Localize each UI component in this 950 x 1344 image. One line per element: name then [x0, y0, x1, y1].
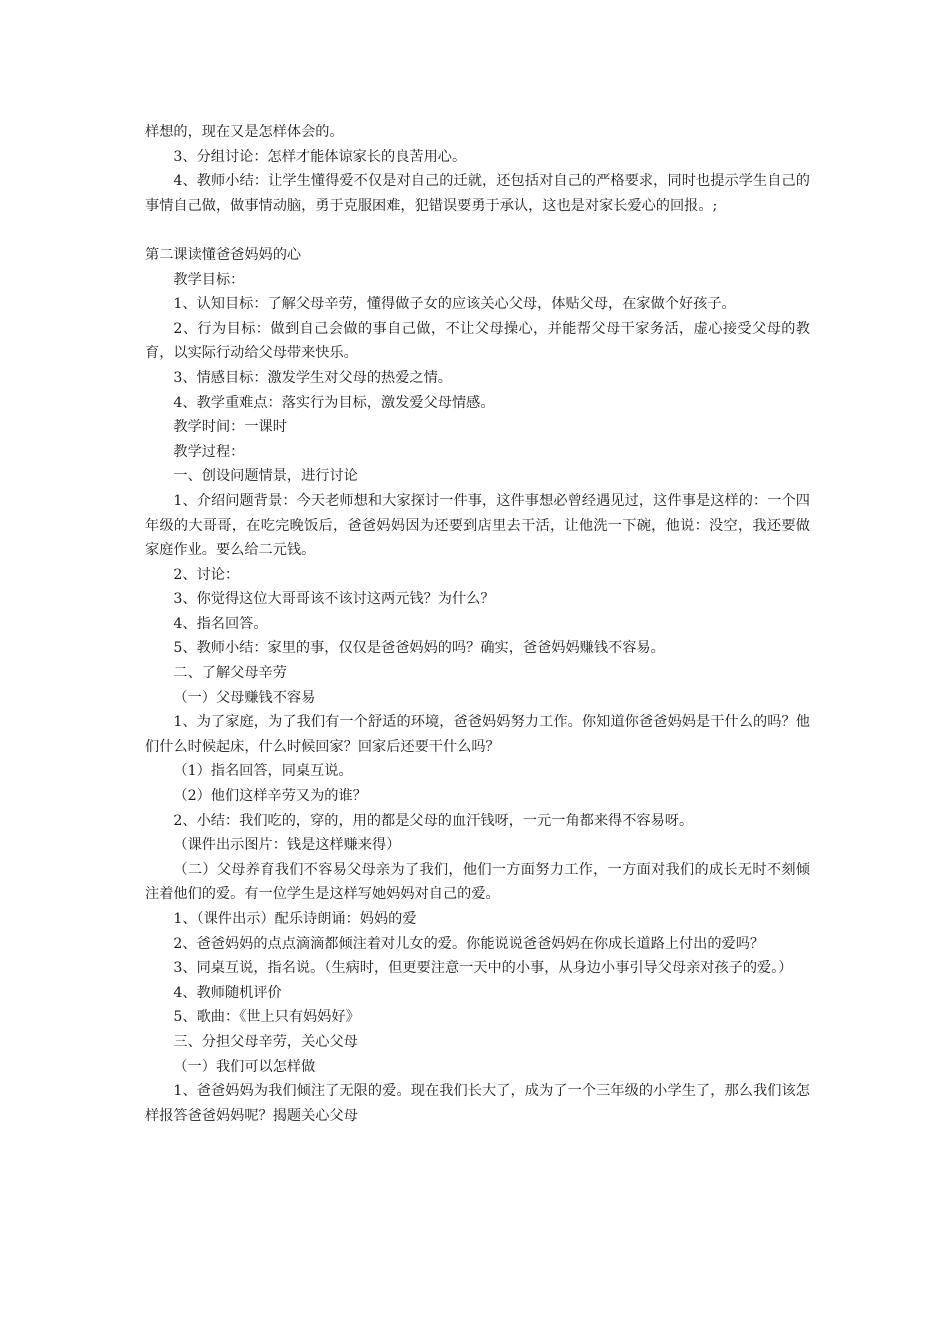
- paragraph: 1、介绍问题背景：今天老师想和大家探讨一件事，这件事想必曾经遇见过，这件事是这样的：一个四年级的大哥哥，在吃完晚饭后，爸爸妈妈因为还要到店里去干活，让他洗一下碗，他说：没空，我还要做家庭作业。要么给二元钱。: [145, 492, 810, 559]
- section-heading: 二、了解父母辛劳: [173, 665, 287, 682]
- paragraph: 3、分组讨论：怎样才能体谅家长的良苦用心。: [173, 148, 467, 165]
- paragraph: 2、行为目标：做到自己会做的事自己做，不让父母操心，并能帮父母干家务活，虚心接受父母的教育，以实际行动给父母带来快乐。: [145, 320, 810, 362]
- paragraph: 2、小结：我们吃的，穿的，用的都是父母的血汗钱呀，一元一角都来得不容易呀。: [173, 812, 694, 829]
- paragraph: 3、你觉得这位大哥哥该不该讨这两元钱？为什么？: [173, 591, 495, 608]
- section-heading: 教学目标：: [173, 271, 245, 288]
- paragraph: （二）父母养育我们不容易父母亲为了我们，他们一方面努力工作，一方面对我们的成长无时不刻倾注着他们的爱。有一位学生是这样写她妈妈对自己的爱。: [145, 861, 810, 903]
- section-heading: 一、创设问题情景，进行讨论: [173, 468, 358, 485]
- document-page: [145, 120, 810, 1128]
- paragraph: 样想的，现在又是怎样体会的。: [145, 124, 344, 140]
- paragraph: （课件出示图片：钱是这样赚来得）: [173, 837, 401, 854]
- subsection-heading: （一）父母赚钱不容易: [173, 689, 316, 706]
- paragraph: 3、情感目标：激发学生对父母的热爱之情。: [173, 369, 452, 386]
- paragraph: 教学时间：一课时: [173, 419, 287, 436]
- paragraph: 4、教师小结：让学生懂得爱不仅是对自己的迁就，还包括对自己的严格要求，同时也提示学生自己的事情自己做，做事情动脑，勇于克服困难，犯错误要勇于承认，这也是对家长爱心的回报。;: [145, 173, 810, 214]
- paragraph: 4、指名回答。: [173, 615, 268, 632]
- blank-line: [145, 218, 810, 243]
- paragraph: 2、爸爸妈妈的点点滴滴都倾注着对儿女的爱。你能说说爸爸妈妈在你成长道路上付出的爱吗？: [173, 935, 765, 952]
- section-heading: 教学过程：: [173, 443, 245, 460]
- section-heading: 三、分担父母辛劳，关心父母: [173, 1033, 358, 1050]
- lesson-title: 第二课读懂爸爸妈妈的心: [145, 246, 302, 263]
- paragraph: 4、教师随机评价: [173, 984, 282, 1001]
- paragraph: 2、讨论：: [173, 566, 240, 583]
- paragraph: 1、认知目标：了解父母辛劳，懂得做子女的应该关心父母，体贴父母，在家做个好孩子。: [173, 296, 736, 313]
- subsection-heading: （一）我们可以怎样做: [173, 1058, 316, 1075]
- paragraph: 1、（课件出示）配乐诗朗诵：妈妈的爱: [173, 911, 417, 927]
- paragraph: 1、为了家庭，为了我们有一个舒适的环境，爸爸妈妈努力工作。你知道你爸爸妈妈是干什么的吗？他们什么时候起床，什么时候回家？回家后还要干什么吗？: [145, 714, 810, 755]
- paragraph: 1、爸爸妈妈为我们倾注了无限的爱。现在我们长大了，成为了一个三年级的小学生了，那么我们该怎样报答爸爸妈妈呢？揭题关心父母: [145, 1083, 810, 1124]
- paragraph: 5、歌曲：《世上只有妈妈好》: [173, 1009, 360, 1026]
- paragraph: （1）指名回答，同桌互说。: [173, 763, 353, 780]
- paragraph: 5、教师小结：家里的事，仅仅是爸爸妈妈的吗？确实，爸爸妈妈赚钱不容易。: [173, 640, 665, 657]
- paragraph: （2）他们这样辛劳又为的谁？: [173, 788, 367, 805]
- paragraph: 3、同桌互说，指名说。（生病时，但更要注意一天中的小事，从身边小事引导父母亲对孩子的爱。）: [173, 960, 793, 977]
- paragraph: 4、教学重难点：落实行为目标，激发爱父母情感。: [173, 394, 495, 411]
